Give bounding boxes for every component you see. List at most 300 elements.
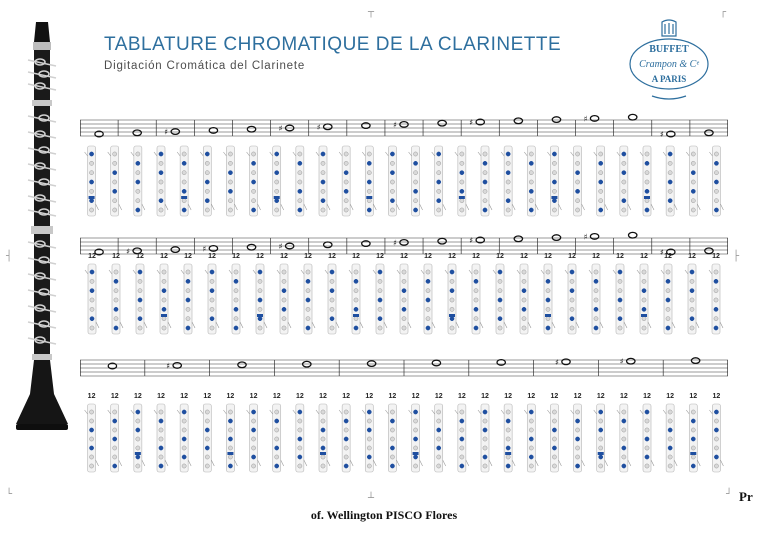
key-open (483, 199, 487, 203)
key-open (668, 161, 672, 165)
key-open (136, 419, 140, 423)
fingering-diagram (325, 253, 339, 334)
key-open (714, 171, 718, 175)
side-key (598, 452, 604, 455)
fingering-diagram (85, 146, 99, 216)
register-key-label: 12 (304, 253, 312, 260)
key-closed (89, 180, 93, 184)
key-open (645, 428, 649, 432)
key-open (506, 189, 510, 193)
side-key (641, 314, 647, 317)
key-open (483, 171, 487, 175)
key-open (390, 208, 394, 212)
key-open (483, 152, 487, 156)
key-closed (113, 464, 117, 468)
key-open (645, 171, 649, 175)
key-closed (529, 410, 533, 414)
key-open (390, 428, 394, 432)
key-open (321, 410, 325, 414)
fingering-diagram (589, 253, 603, 334)
key-open (306, 270, 310, 274)
register-key-label: 12 (136, 253, 144, 260)
key-open (306, 289, 310, 293)
key-closed (298, 161, 302, 165)
note (514, 118, 522, 124)
register-key-label: 12 (504, 393, 513, 400)
key-open (298, 446, 302, 450)
svg-text:♯: ♯ (278, 124, 283, 133)
key-open (114, 270, 118, 274)
key-closed (113, 189, 117, 193)
key-closed (483, 208, 487, 212)
key-open (437, 455, 441, 459)
fingering-diagram (432, 393, 446, 472)
page-title: TABLATURE CHROMATIQUE DE LA CLARINETTE (104, 34, 562, 55)
key-closed (367, 208, 371, 212)
key-closed (344, 437, 348, 441)
key-open (691, 161, 695, 165)
key-open (159, 161, 163, 165)
key-open (228, 161, 232, 165)
key-open (618, 289, 622, 293)
svg-text:♯: ♯ (583, 114, 588, 124)
key-open (622, 428, 626, 432)
register-key-label: 12 (208, 253, 216, 260)
key-closed (622, 171, 626, 175)
key-closed (136, 455, 140, 459)
svg-text:♯: ♯ (555, 357, 559, 367)
key-open (367, 419, 371, 423)
whole-note (432, 360, 440, 366)
key-open (113, 199, 117, 203)
key-open (159, 189, 163, 193)
key-open (90, 279, 94, 283)
key-open (367, 464, 371, 468)
key-open (210, 298, 214, 302)
key-open (182, 152, 186, 156)
fingering-diagram (247, 393, 261, 472)
fingering-diagram (686, 146, 700, 216)
key-closed (205, 199, 209, 203)
key-open (642, 298, 646, 302)
key-closed (159, 171, 163, 175)
key-closed (714, 208, 718, 212)
key-open (594, 270, 598, 274)
register-key-label: 12 (365, 393, 374, 400)
key-open (282, 326, 286, 330)
key-closed (460, 189, 464, 193)
key-open (378, 326, 382, 330)
register-key-label: 12 (573, 393, 582, 400)
fingering-diagram (524, 146, 538, 216)
key-closed (413, 161, 417, 165)
key-closed (413, 410, 417, 414)
fingering-diagram (247, 146, 261, 216)
register-key-label: 12 (256, 253, 264, 260)
note (238, 362, 246, 368)
fingering-diagram (663, 146, 677, 216)
key-open (159, 437, 163, 441)
key-open (570, 298, 574, 302)
key-closed (367, 455, 371, 459)
key-open (413, 180, 417, 184)
register-key-label: 12 (712, 253, 720, 260)
key-open (529, 199, 533, 203)
key-open (114, 298, 118, 302)
key-open (390, 455, 394, 459)
key-open (228, 152, 232, 156)
register-key-label: 12 (544, 253, 552, 260)
key-open (90, 298, 94, 302)
key-open (159, 455, 163, 459)
key-closed (570, 289, 574, 293)
key-open (298, 464, 302, 468)
key-open (367, 446, 371, 450)
key-closed (344, 189, 348, 193)
key-open (570, 326, 574, 330)
key-closed (367, 428, 371, 432)
key-closed (474, 307, 478, 311)
key-open (330, 326, 334, 330)
key-open (691, 208, 695, 212)
row-3-graphic (80, 350, 728, 482)
key-closed (113, 171, 117, 175)
key-open (460, 152, 464, 156)
register-key-label: 12 (160, 253, 168, 260)
key-closed (113, 419, 117, 423)
key-open (282, 298, 286, 302)
fingering-diagram (108, 146, 122, 216)
note (552, 117, 560, 123)
key-closed (645, 437, 649, 441)
key-open (618, 307, 622, 311)
key-closed (90, 270, 94, 274)
key-closed (552, 199, 556, 203)
note (317, 123, 332, 132)
key-open (228, 180, 232, 184)
key-closed (344, 171, 348, 175)
key-closed (159, 446, 163, 450)
side-key (89, 196, 95, 199)
key-open (645, 464, 649, 468)
fingering-diagram (617, 146, 631, 216)
key-closed (714, 428, 718, 432)
key-open (450, 326, 454, 330)
key-closed (321, 428, 325, 432)
register-key-label: 12 (424, 253, 432, 260)
fingering-diagram (409, 146, 423, 216)
key-open (460, 208, 464, 212)
whole-note (173, 363, 181, 369)
note (432, 360, 440, 366)
key-open (136, 152, 140, 156)
key-open (714, 419, 718, 423)
key-closed (474, 326, 478, 330)
key-closed (714, 279, 718, 283)
key-open (354, 317, 358, 321)
key-closed (437, 428, 441, 432)
key-open (522, 298, 526, 302)
key-closed (89, 446, 93, 450)
fingering-diagram (397, 253, 411, 334)
key-open (282, 317, 286, 321)
key-closed (228, 464, 232, 468)
key-open (460, 161, 464, 165)
key-closed (450, 317, 454, 321)
key-closed (402, 289, 406, 293)
register-key-label: 12 (616, 253, 624, 260)
fingering-row-3 (80, 350, 728, 482)
key-closed (367, 410, 371, 414)
fingering-diagram (685, 253, 699, 334)
key-open (575, 152, 579, 156)
register-key-label: 12 (643, 393, 651, 400)
key-open (138, 307, 142, 311)
side-key (366, 196, 372, 199)
key-open (282, 270, 286, 274)
key-open (622, 180, 626, 184)
fingering-diagram (108, 393, 122, 472)
key-open (390, 410, 394, 414)
key-open (275, 455, 279, 459)
key-closed (138, 298, 142, 302)
clarinet-illustration (14, 22, 70, 434)
key-open (483, 464, 487, 468)
key-open (89, 171, 93, 175)
crop-mark-top-right: ┌ (720, 7, 727, 18)
row-2-graphic (80, 228, 728, 350)
key-closed (575, 464, 579, 468)
fingering-diagram (524, 393, 538, 472)
key-open (575, 161, 579, 165)
key-open (321, 437, 325, 441)
key-open (205, 464, 209, 468)
key-closed (552, 428, 556, 432)
key-open (506, 455, 510, 459)
key-open (321, 161, 325, 165)
register-key-label: 12 (249, 393, 258, 400)
key-closed (159, 419, 163, 423)
key-open (275, 428, 279, 432)
fingering-diagram (613, 253, 627, 334)
key-open (483, 189, 487, 193)
key-closed (306, 326, 310, 330)
key-closed (529, 455, 533, 459)
key-closed (668, 199, 672, 203)
note (497, 360, 505, 366)
key-open (437, 171, 441, 175)
fingering-diagram (154, 393, 168, 472)
key-closed (546, 298, 550, 302)
key-open (594, 317, 598, 321)
key-open (275, 161, 279, 165)
fingering-diagram (571, 146, 585, 216)
note (324, 242, 332, 248)
key-closed (691, 189, 695, 193)
key-open (367, 171, 371, 175)
key-open (529, 171, 533, 175)
register-key-label: 12 (110, 393, 119, 400)
key-open (450, 307, 454, 311)
key-open (113, 455, 117, 459)
key-closed (390, 419, 394, 423)
crop-mark-right: ├ (733, 251, 740, 262)
key-open (390, 180, 394, 184)
register-key-label: 12 (619, 393, 628, 400)
key-closed (390, 464, 394, 468)
key-open (228, 446, 232, 450)
side-key (135, 452, 141, 455)
key-open (330, 279, 334, 283)
register-key-label: 12 (280, 253, 288, 260)
key-closed (691, 171, 695, 175)
key-open (691, 410, 695, 414)
key-closed (460, 419, 464, 423)
key-open (622, 208, 626, 212)
key-open (162, 317, 166, 321)
fingering-diagram (541, 253, 555, 334)
key-open (182, 446, 186, 450)
key-closed (234, 279, 238, 283)
key-closed (210, 317, 214, 321)
key-open (460, 410, 464, 414)
register-key-label: 12 (550, 393, 559, 400)
key-closed (460, 171, 464, 175)
side-key (505, 452, 511, 455)
key-open (205, 437, 209, 441)
key-open (714, 437, 718, 441)
key-closed (282, 307, 286, 311)
key-open (136, 189, 140, 193)
key-open (234, 270, 238, 274)
fingering-diagram (277, 253, 291, 334)
key-closed (234, 326, 238, 330)
note (660, 130, 675, 139)
key-open (575, 410, 579, 414)
key-closed (522, 307, 526, 311)
key-closed (645, 455, 649, 459)
side-key (181, 196, 187, 199)
register-key-label: 12 (295, 393, 304, 400)
svg-text:♯: ♯ (166, 361, 171, 371)
whole-note (247, 244, 255, 250)
key-closed (182, 208, 186, 212)
register-key-label: 12 (226, 393, 235, 400)
fingering-diagram (493, 253, 507, 334)
key-open (552, 189, 556, 193)
fingering-diagram (253, 253, 267, 334)
note (629, 232, 637, 238)
key-open (666, 289, 670, 293)
key-open (691, 428, 695, 432)
key-closed (228, 171, 232, 175)
key-closed (474, 279, 478, 283)
key-closed (138, 317, 142, 321)
fingering-diagram (362, 393, 376, 472)
key-closed (251, 410, 255, 414)
key-open (426, 317, 430, 321)
key-open (622, 455, 626, 459)
key-closed (354, 307, 358, 311)
key-closed (599, 161, 603, 165)
fingering-diagram (709, 146, 723, 216)
key-open (344, 446, 348, 450)
key-open (136, 437, 140, 441)
fingering-row-1 (80, 110, 728, 222)
key-closed (645, 410, 649, 414)
note (691, 358, 699, 364)
key-closed (159, 199, 163, 203)
key-closed (136, 410, 140, 414)
key-closed (182, 189, 186, 193)
fingering-diagram (432, 146, 446, 216)
key-closed (275, 152, 279, 156)
key-closed (618, 298, 622, 302)
key-closed (275, 464, 279, 468)
key-open (546, 317, 550, 321)
fingering-diagram (270, 393, 284, 472)
key-closed (529, 189, 533, 193)
fingering-diagram (547, 393, 561, 472)
key-open (645, 199, 649, 203)
key-open (474, 317, 478, 321)
note (584, 232, 599, 241)
key-open (330, 298, 334, 302)
key-open (622, 189, 626, 193)
key-closed (390, 199, 394, 203)
fingering-diagram (517, 253, 531, 334)
key-open (437, 464, 441, 468)
note (438, 120, 446, 126)
key-open (330, 307, 334, 311)
key-open (642, 317, 646, 321)
note (362, 123, 370, 129)
key-open (205, 161, 209, 165)
register-key-label: 12 (596, 393, 605, 400)
key-open (546, 270, 550, 274)
key-open (162, 270, 166, 274)
key-closed (714, 410, 718, 414)
key-closed (413, 189, 417, 193)
key-open (594, 298, 598, 302)
key-closed (251, 428, 255, 432)
key-open (575, 199, 579, 203)
whole-note (552, 117, 560, 123)
svg-text:♯: ♯ (126, 246, 131, 256)
key-open (522, 279, 526, 283)
key-open (506, 437, 510, 441)
key-open (205, 410, 209, 414)
key-closed (642, 307, 646, 311)
key-closed (344, 464, 348, 468)
key-open (282, 279, 286, 283)
key-open (251, 464, 255, 468)
key-closed (186, 279, 190, 283)
fingering-diagram (177, 393, 191, 472)
key-open (450, 279, 454, 283)
key-closed (546, 279, 550, 283)
key-closed (210, 289, 214, 293)
note (171, 247, 179, 253)
key-open (460, 199, 464, 203)
side-key (257, 314, 263, 317)
key-open (182, 464, 186, 468)
key-open (666, 270, 670, 274)
logo-line-1: BUFFET (649, 44, 689, 55)
key-closed (529, 437, 533, 441)
key-open (599, 171, 603, 175)
svg-text:♯: ♯ (469, 236, 474, 245)
